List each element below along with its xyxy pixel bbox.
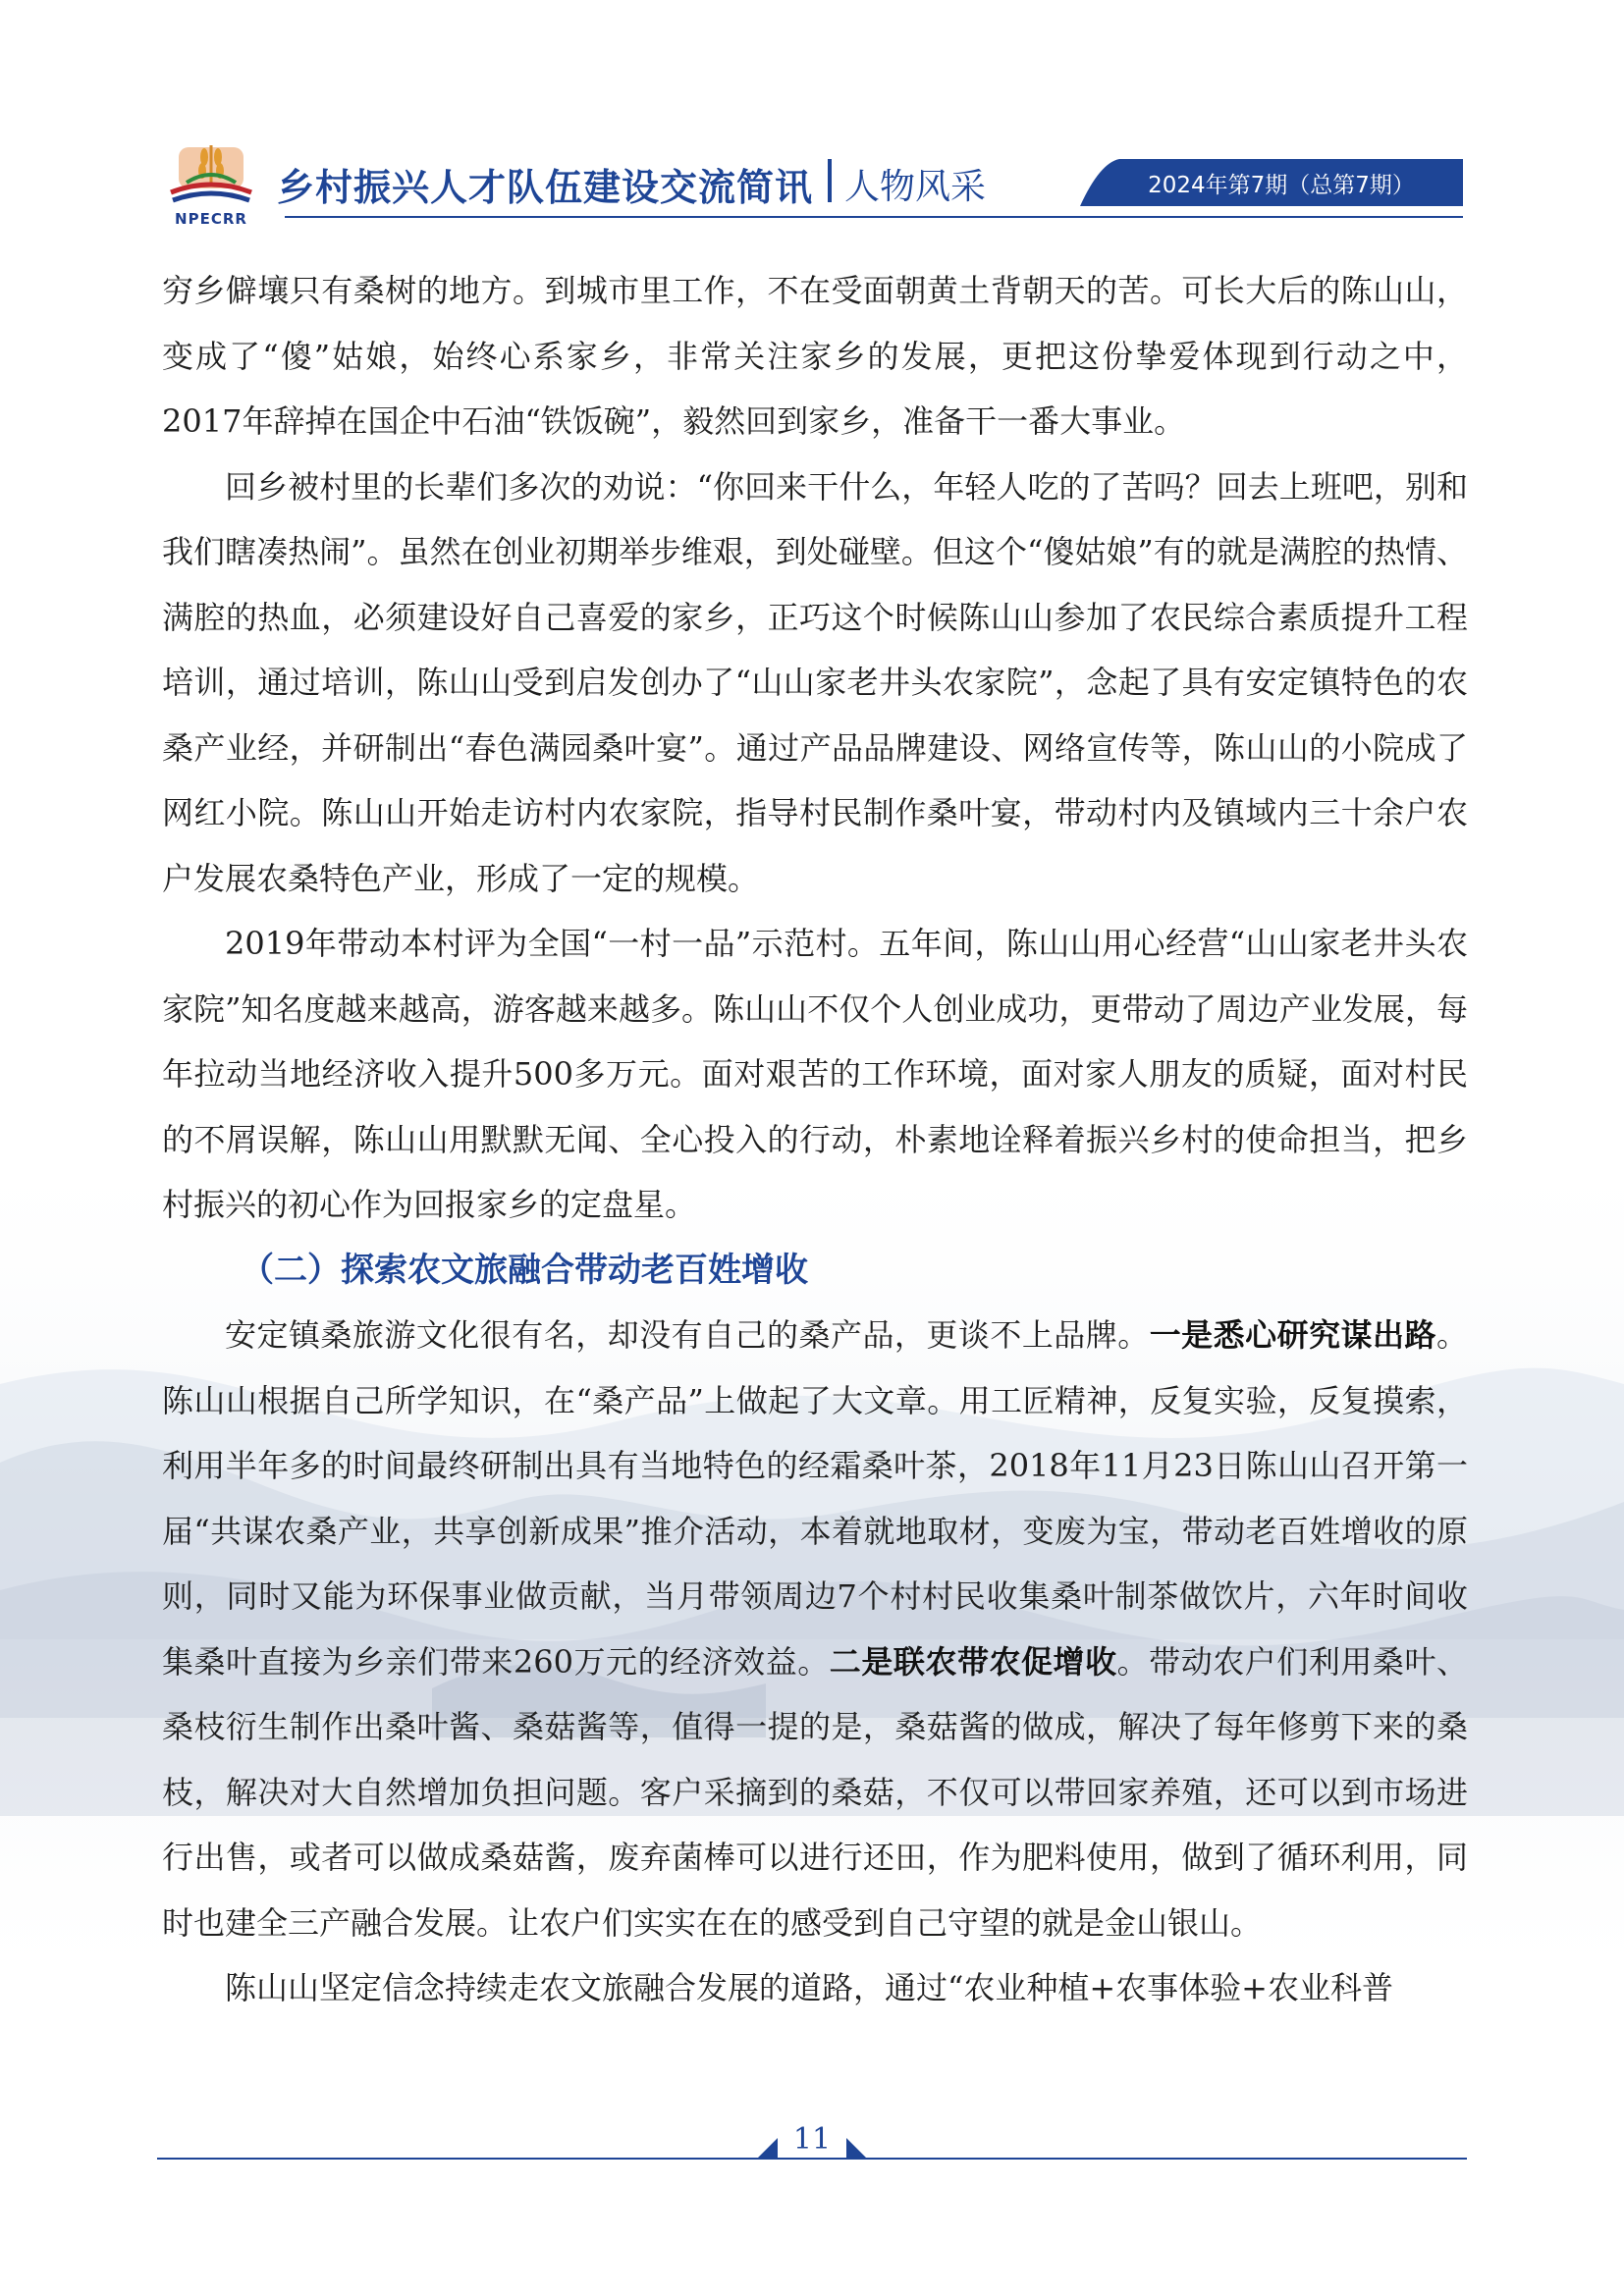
paragraph-2: 回乡被村里的长辈们多次的劝说：“你回来干什么，年轻人吃的了苦吗？回去上班吧，别和我们瞎凑热闹”。虽然在创业初期举步维艰，到处碰壁。但这个“傻姑娘”有的就是满腔的热情、满腔的热血，必须建设好自己喜爱的家乡，正巧这个时候陈山山参加了农民综合素质提升工程培训，通过培训，陈山山受到启发创办了“山山家老井头农家院”，念起了具有安定镇特色的农桑产业经，并研制出“春色满园桑叶宴”。通过产品品牌建设、网络宣传等，陈山山的小院成了网红小院。陈山山开始走访村内农家院，指导村民制作桑叶宴，带动村内及镇域内三十余户农户发展农桑特色产业，形成了一定的规模。 <box>162 467 1468 897</box>
page-header <box>0 137 1624 236</box>
paragraph-4-intro: 安定镇桑旅游文化很有名，却没有自己的桑产品，更谈不上品牌。 <box>225 1316 1150 1354</box>
bold-point-2: 二是联农带农促增收 <box>829 1642 1117 1681</box>
section-name: 人物风采 <box>844 167 987 207</box>
header-rule <box>285 216 1463 218</box>
header-separator <box>828 159 832 202</box>
logo-wordmark: NPECRR <box>175 210 247 228</box>
page-footer <box>157 2120 1467 2179</box>
issue-label: 2024年第7期（总第7期） <box>1148 173 1415 198</box>
paragraph-3: 2019年带动本村评为全国“一村一品”示范村。五年间，陈山山用心经营“山山家老井头农家院”知名度越来越高，游客越来越多。陈山山不仅个人创业成功，更带动了周边产业发展，每年拉动当地经济收入提升500多万元。面对艰苦的工作环境，面对家人朋友的质疑，面对村民的不屑误解，陈山山用默默无闻、全心投入的行动，朴素地诠释着振兴乡村的使命担当，把乡村振兴的初心作为回报家乡的定盘星。 <box>162 925 1468 1223</box>
page-number: 11 <box>792 2122 832 2157</box>
paragraph-4-end: 。带动农户们利用桑叶、桑枝衍生制作出桑叶酱、桑菇酱等，值得一提的是，桑菇酱的做成，解决了每年修剪下来的桑枝，解决对大自然增加负担问题。客户采摘到的桑菇，不仅可以带回家养殖，还可以到市场进行出售，或者可以做成桑菇酱，废弃菌棒可以进行还田，作为肥料使用，做到了循环利用，同时也建全三产融合发展。让农户们实实在在的感受到自己守望的就是金山银山。 <box>162 1642 1468 1942</box>
subsection-heading: （二）探索农文旅融合带动老百姓增收 <box>241 1250 808 1290</box>
paragraph-4-middle: 。陈山山根据自己所学知识，在“桑产品”上做起了大文章。用工匠精神，反复实验，反复摸索，利用半年多的时间最终研制出具有当地特色的经霜桑叶茶，2018年11月23日陈山山召开第一届“共谋农桑产业，共享创新成果”推介活动，本着就地取材，变废为宝，带动老百姓增收的原则，同时又能为环保事业做贡献，当月带领周边7个村村民收集桑叶制茶做饮片，六年时间收集桑叶直接为乡亲们带来260万元的经济效益。 <box>162 1316 1468 1681</box>
paragraph-4 <box>162 1303 1468 1955</box>
newsletter-title: 乡村振兴人才队伍建设交流简讯 <box>277 166 814 209</box>
paragraph-5: 陈山山坚定信念持续走农文旅融合发展的道路，通过“农业种植+农事体验+农业科普 <box>225 1969 1393 2006</box>
paragraph-1: 穷乡僻壤只有桑树的地方。到城市里工作，不在受面朝黄土背朝天的苦。可长大后的陈山山，变成了“傻”姑娘，始终心系家乡，非常关注家乡的发展，更把这份挚爱体现到行动之中，2017年辞掉在国企中石油“铁饭碗”，毅然回到家乡，准备干一番大事业。 <box>162 272 1468 440</box>
article-body <box>162 258 1468 2021</box>
bold-point-1: 一是悉心研究谋出路 <box>1149 1316 1436 1354</box>
